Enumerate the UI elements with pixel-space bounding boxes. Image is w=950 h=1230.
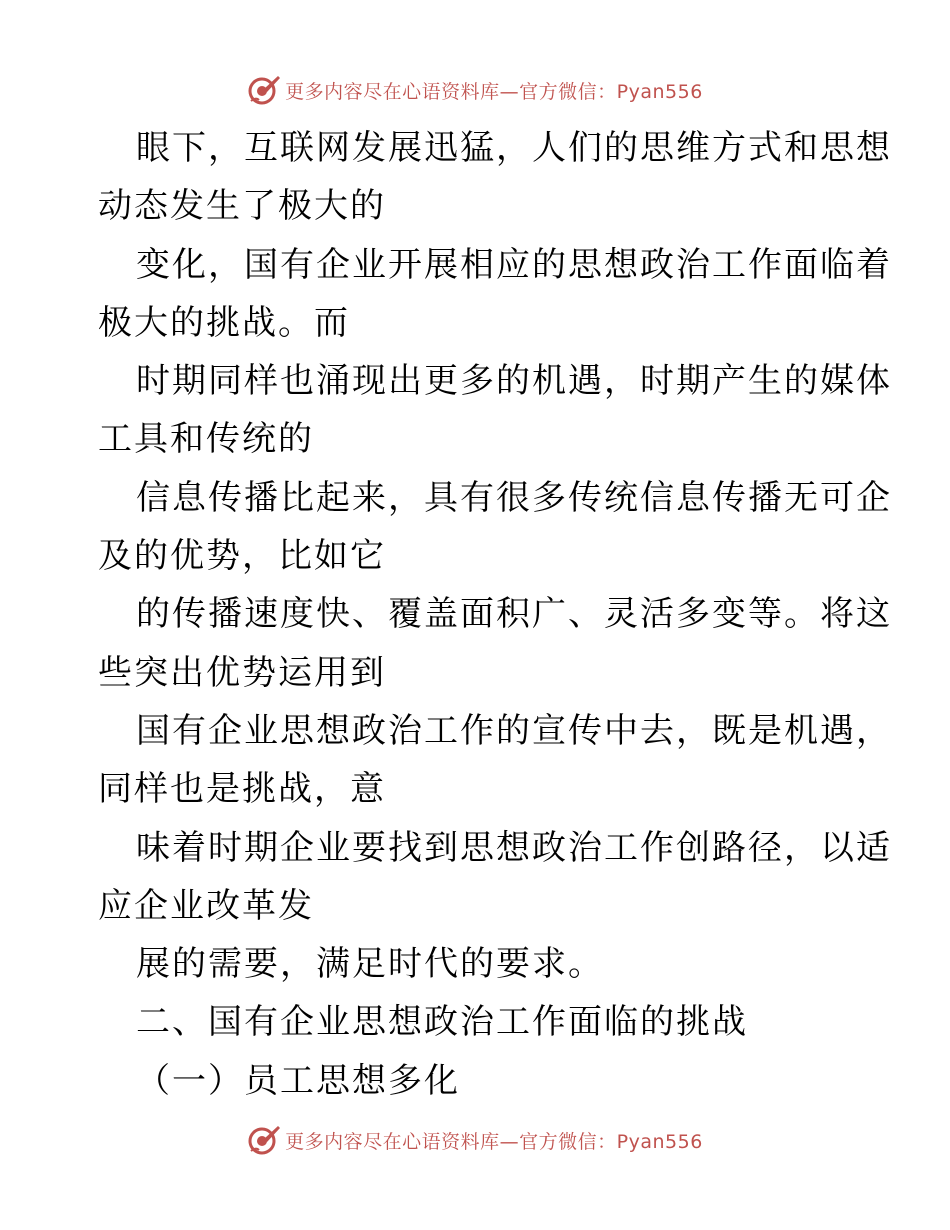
footer-watermark (0, 1120, 950, 1160)
body-line-11: 国有企业思想政治工作的宣传中去，既是机遇， (136, 710, 892, 751)
section-heading: 二、国有企业思想政治工作面临的挑战 (136, 1002, 748, 1043)
brush-logo-icon (247, 1123, 281, 1157)
body-line-6: 工具和传统的 (98, 419, 314, 460)
header-watermark (0, 70, 950, 110)
body-line-14: 应企业改革发 (98, 885, 314, 926)
body-line-1: 眼下，互联网发展迅猛，人们的思维方式和思想 (136, 128, 892, 168)
body-line-15: 展的需要，满足时代的要求。 (136, 944, 604, 985)
body-line-8: 及的优势，比如它 (98, 536, 386, 577)
brush-logo-icon (247, 73, 281, 107)
header-watermark-text: 更多内容尽在心语资料库—官方微信：Pyan556 (285, 80, 703, 103)
body-line-2: 动态发生了极大的 (98, 186, 386, 227)
body-line-9: 的传播速度快、覆盖面积广、灵活多变等。将这 (136, 594, 892, 635)
body-line-10: 些突出优势运用到 (98, 652, 386, 693)
body-line-4: 极大的挑战。而 (98, 302, 350, 343)
body-line-5: 时期同样也涌现出更多的机遇，时期产生的媒体 (136, 361, 892, 402)
body-line-13: 味着时期企业要找到思想政治工作创路径，以适 (136, 827, 892, 868)
subsection-heading: （一）员工思想多化 (136, 1060, 460, 1101)
body-line-7: 信息传播比起来，具有很多传统信息传播无可企 (136, 477, 892, 518)
body-line-3: 变化，国有企业开展相应的思想政治工作面临着 (136, 244, 892, 285)
footer-watermark-text: 更多内容尽在心语资料库—官方微信：Pyan556 (285, 1130, 703, 1153)
document-body (98, 119, 892, 1110)
body-line-12: 同样也是挑战，意 (98, 769, 386, 810)
